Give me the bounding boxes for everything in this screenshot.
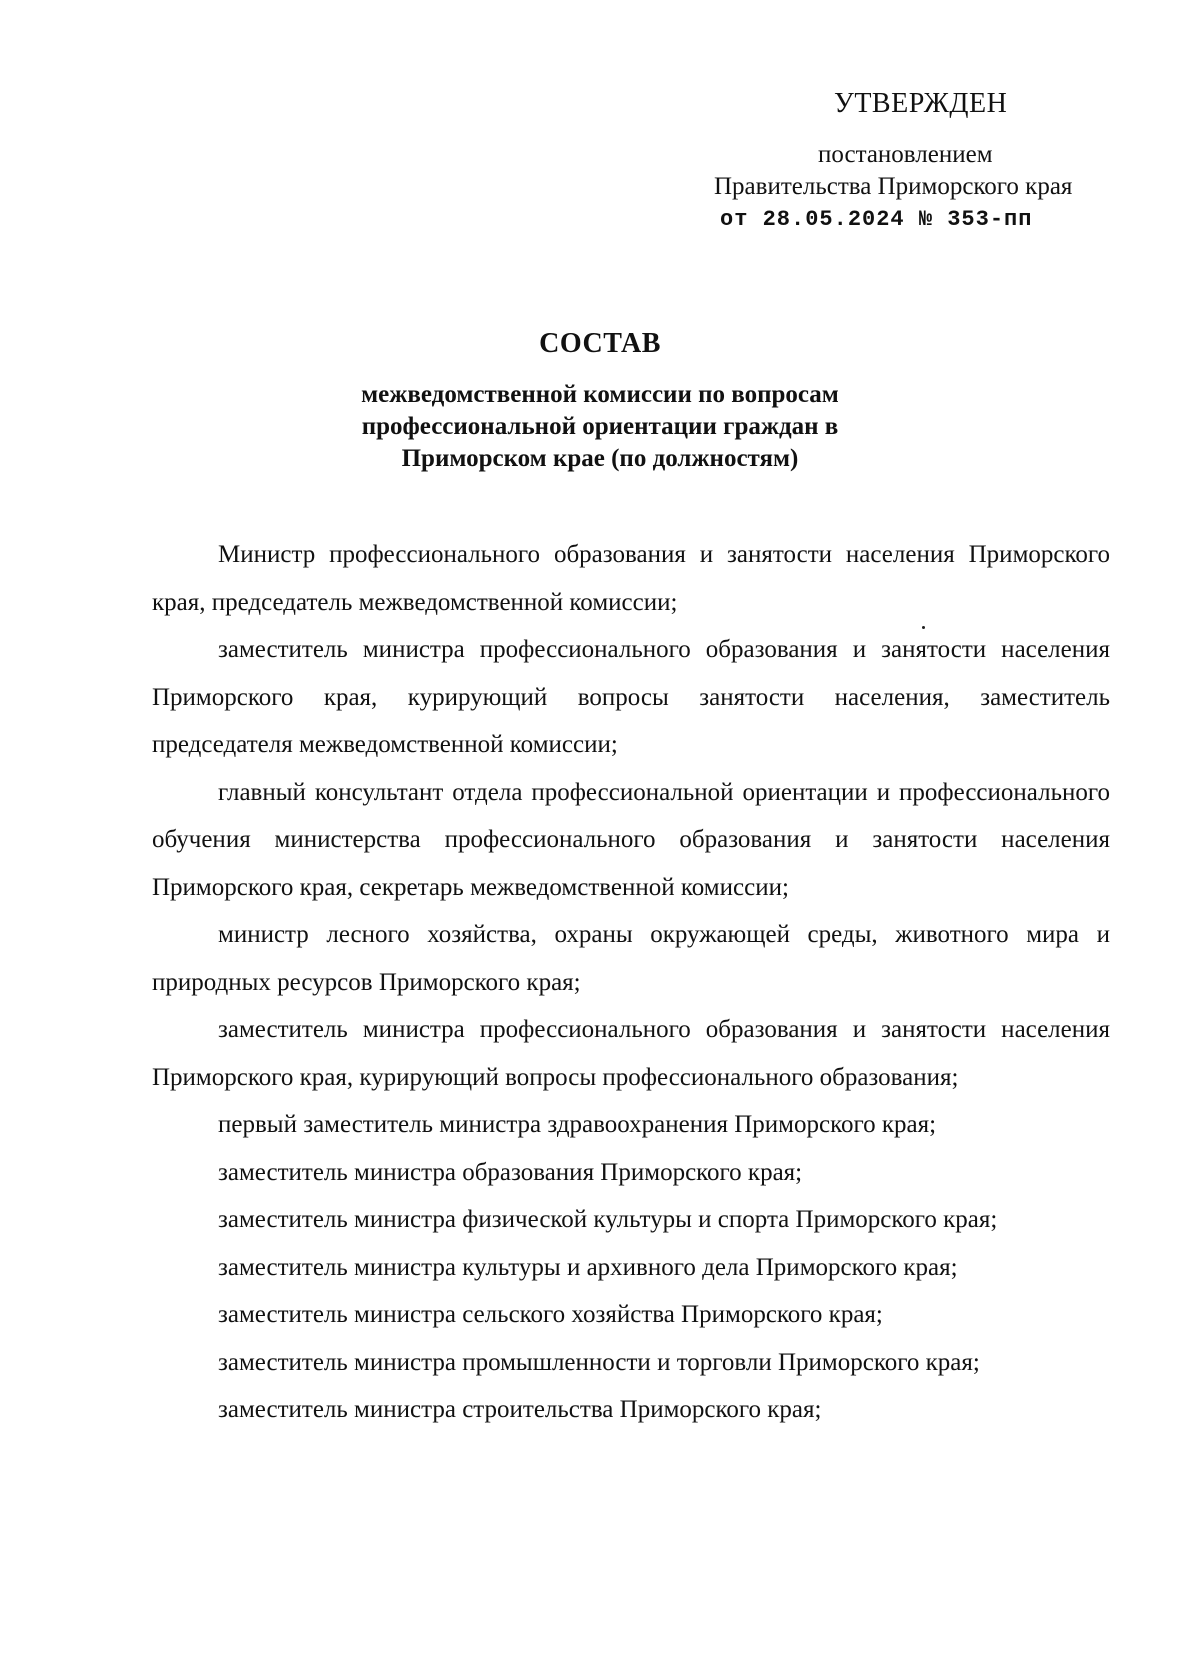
member-item: заместитель министра промышленности и торговли Приморского края;: [218, 1348, 980, 1376]
member-item: заместитель министра профессионального образования и занятости населения Приморского края, курирующий вопросы профессионального образования;: [152, 1016, 1110, 1091]
scan-speck: [922, 626, 925, 629]
member-item: заместитель министра культуры и архивного дела Приморского края;: [218, 1253, 958, 1281]
document-subtitle: межведомственной комиссии по вопросам профессиональной ориентации граждан в Приморском крае (по должностям): [361, 381, 839, 472]
member-item: заместитель министра физической культуры и спорта Приморского края;: [218, 1206, 998, 1233]
document-title: СОСТАВ: [539, 328, 661, 359]
member-item: министр лесного хозяйства, охраны окружающей среды, животного мира и природных ресурсов Приморского края;: [152, 921, 1110, 996]
member-item: заместитель министра строительства Приморского края;: [218, 1396, 822, 1423]
member-item: заместитель министра профессионального образования и занятости населения Приморского края, курирующий вопросы занятости населения, заместитель председателя межведомственной комиссии;: [152, 636, 1110, 758]
member-item: Министр профессионального образования и занятости населения Приморского края, председатель межведомственной комиссии;: [152, 541, 1110, 616]
member-item: заместитель министра образования Приморского края;: [218, 1158, 803, 1186]
approval-title: УТВЕРЖДЕН: [834, 88, 1008, 119]
approval-date-number-stamp: от 28.05.2024 № 353-пп: [720, 207, 1033, 232]
member-item: главный консультант отдела профессиональной ориентации и профессионального обучения министерства профессионального образования и занятости населения Приморского края, секретарь межведомственной комиссии;: [152, 778, 1110, 901]
member-item: первый заместитель министра здравоохранения Приморского края;: [218, 1111, 937, 1138]
members-list: [152, 531, 1110, 1434]
member-item: заместитель министра сельского хозяйства Приморского края;: [218, 1301, 883, 1328]
approval-line-1: постановлением: [818, 141, 993, 168]
approval-line-2: Правительства Приморского края: [714, 173, 1073, 200]
